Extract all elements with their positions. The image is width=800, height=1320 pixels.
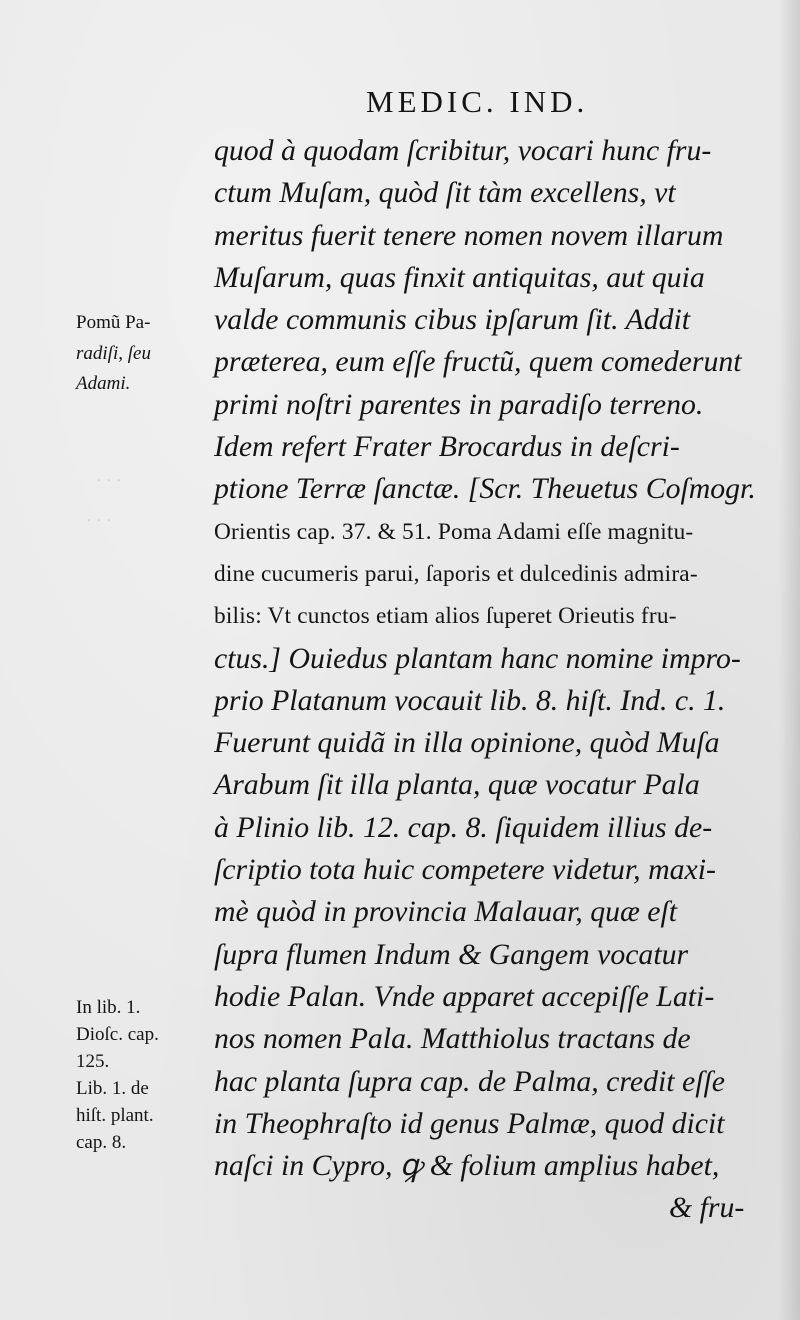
text-line: à Plinio lib. 12. cap. 8. ſiquidem illius de- <box>214 810 713 844</box>
text-line: Fuerunt quidã in illa opinione, quòd Muſa <box>214 726 720 760</box>
text-line: meritus fuerit tenere nomen novem illarum <box>214 218 724 252</box>
margin-note-line: hiſt. plant. <box>76 1105 154 1126</box>
text-line: mè quòd in provincia Malauar, quæ eſt <box>214 895 678 929</box>
text-line: præterea, eum eſſe fructũ, quem comederunt <box>214 345 742 379</box>
page-edge-shadow <box>778 0 800 1320</box>
text-line: ctus.] Ouiedus plantam hanc nomine impro- <box>214 641 741 675</box>
text-line: hodie Palan. Vnde apparet accepiſſe Lati- <box>214 979 715 1013</box>
text-line: primi noſtri parentes in paradiſo terreno. <box>214 387 704 421</box>
text-line: ctum Muſam, quòd ſit tàm excellens, vt <box>214 176 676 210</box>
margin-note-line: radiſi, ſeu <box>76 342 151 364</box>
text-line: ptione Terræ ſanctæ. [Scr. Theuetus Coſmogr. <box>214 472 756 506</box>
text-line: in Theophraſto id genus Palmæ, quod dicit <box>214 1106 725 1140</box>
text-line: Muſarum, quas finxit antiquitas, aut quia <box>214 260 705 294</box>
margin-note-line: Pomũ Pa- <box>76 312 151 333</box>
margin-note-line: 125. <box>76 1051 110 1072</box>
catchword: & fru- <box>668 1191 745 1225</box>
text-line: bilis: Vt cunctos etiam alios ſuperet Orieutis fru- <box>214 603 677 630</box>
text-line: dine cucumeris parui, ſaporis et dulcedinis admira- <box>214 560 698 587</box>
running-head: MEDIC. IND. <box>366 84 589 119</box>
text-line: ſcriptio tota huic competere videtur, maxi- <box>214 853 716 887</box>
text-line: Arabum ſit illa planta, quæ vocatur Pala <box>214 768 700 802</box>
text-line: hac planta ſupra cap. de Palma, credit eſſe <box>214 1064 726 1098</box>
text-line: Idem refert Frater Brocardus in deſcri- <box>214 430 680 464</box>
show-through-text: · · · <box>96 470 121 492</box>
text-line: nos nomen Pala. Matthiolus tractans de <box>214 1022 691 1056</box>
margin-note-line: cap. 8. <box>76 1132 127 1153</box>
body-text <box>214 130 774 1230</box>
text-line: valde communis cibus ipſarum ſit. Addit <box>214 303 691 337</box>
text-line: quod à quodam ſcribitur, vocari hunc fru- <box>214 134 712 167</box>
margin-note-references <box>76 994 159 1156</box>
text-line: prio Platanum vocauit lib. 8. hiſt. Ind. c. 1. <box>214 683 726 717</box>
text-line: ſupra flumen Indum & Gangem vocatur <box>214 937 689 971</box>
text-line: naſci in Cypro, ꝙ & folium amplius habet, <box>214 1149 720 1183</box>
text-line: Orientis cap. 37. & 51. Poma Adami eſſe magnitu- <box>214 518 694 545</box>
margin-note-line: In lib. 1. <box>76 997 141 1018</box>
margin-note-pomum-paradisi <box>76 308 151 400</box>
show-through-text: · · · <box>86 510 111 532</box>
margin-note-line: Adami. <box>76 373 131 394</box>
margin-note-line: Dioſc. cap. <box>76 1024 159 1045</box>
margin-note-line: Lib. 1. de <box>76 1078 149 1099</box>
